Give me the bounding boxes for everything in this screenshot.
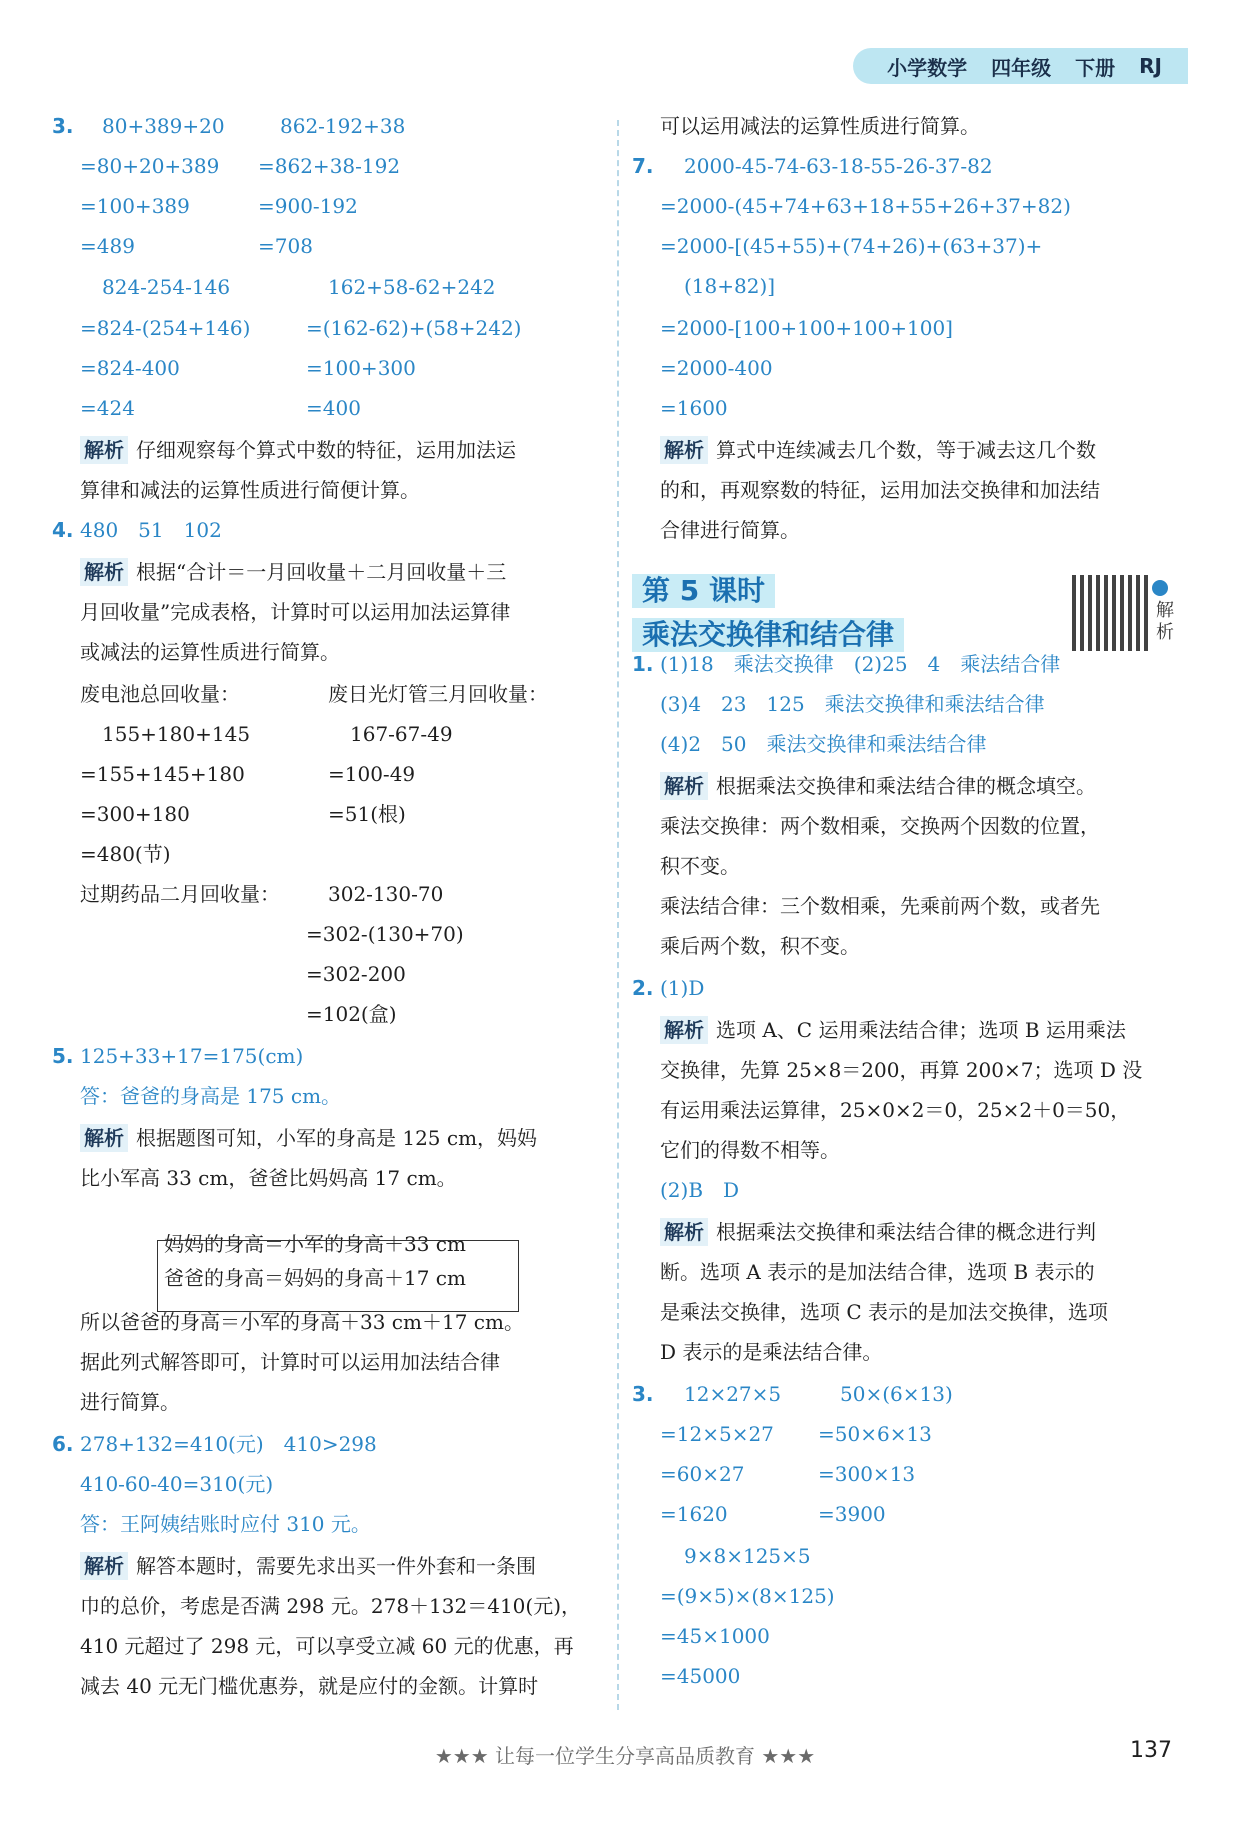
line-text: =489 xyxy=(80,234,135,258)
left-line xyxy=(102,273,230,301)
left-line xyxy=(306,960,406,988)
line-text: 废日光灯管三月回收量： xyxy=(328,682,548,706)
column-divider xyxy=(617,120,619,1710)
line-text: 4. xyxy=(52,518,74,542)
left-line xyxy=(80,1632,574,1660)
page-header xyxy=(853,48,1188,84)
line-text: 妈妈的身高＝小军的身高＋33 cm xyxy=(164,1232,466,1256)
left-line xyxy=(350,720,453,748)
line-text: =51(根) xyxy=(328,802,406,826)
left-line xyxy=(52,112,74,140)
right-line xyxy=(660,1096,1130,1124)
line-text: =824-(254+146) xyxy=(80,316,251,340)
left-line xyxy=(306,920,464,948)
qr-code-icon[interactable] xyxy=(1072,575,1148,651)
line-text: 仔细观察每个算式中数的特征，运用加法运 xyxy=(136,438,516,462)
right-line xyxy=(660,690,1045,718)
line-text: =424 xyxy=(80,396,135,420)
line-text: 162+58-62+242 xyxy=(328,275,496,299)
right-line xyxy=(660,1218,1096,1246)
left-line xyxy=(80,1308,524,1336)
left-line xyxy=(80,1164,457,1192)
right-line xyxy=(660,314,953,342)
line-text: 进行简算。 xyxy=(80,1390,180,1414)
line-text: 巾的总价，考虑是否满 298 元。278＋132＝410(元)， xyxy=(80,1594,582,1618)
left-line xyxy=(80,1348,500,1376)
line-text: 爸爸的身高＝妈妈的身高＋17 cm xyxy=(164,1266,466,1290)
right-line xyxy=(660,1176,739,1204)
left-line xyxy=(80,1430,377,1458)
line-text: 答：王阿姨结账时应付 310 元。 xyxy=(80,1512,371,1536)
left-line xyxy=(80,1552,536,1580)
left-line xyxy=(306,394,361,422)
line-text: D 表示的是乘法结合律。 xyxy=(660,1340,883,1364)
left-line xyxy=(80,840,171,868)
line-text: (4)2 50 乘法交换律和乘法结合律 xyxy=(660,732,987,756)
left-line xyxy=(80,394,135,422)
left-line xyxy=(102,112,225,140)
left-line xyxy=(80,516,222,544)
line-text: 所以爸爸的身高＝小军的身高＋33 cm＋17 cm。 xyxy=(80,1310,524,1334)
right-line xyxy=(632,650,654,678)
line-text: 根据题图可知，小军的身高是 125 cm，妈妈 xyxy=(136,1126,538,1150)
line-text: 根据乘法交换律和乘法结合律的概念填空。 xyxy=(716,774,1096,798)
line-text: 合律进行简算。 xyxy=(660,518,800,542)
right-line xyxy=(684,1542,811,1570)
line-text: =60×27 xyxy=(660,1462,745,1486)
left-line xyxy=(280,112,405,140)
page-number: 137 xyxy=(1130,1738,1172,1763)
line-text: 根据乘法交换律和乘法结合律的概念进行判 xyxy=(716,1220,1096,1244)
right-line xyxy=(660,1016,1126,1044)
left-line xyxy=(80,800,190,828)
right-line xyxy=(660,1056,1142,1084)
left-line xyxy=(80,598,510,626)
line-text: 的和，再观察数的特征，运用加法交换律和加法结 xyxy=(660,478,1100,502)
line-text: =(9×5)×(8×125) xyxy=(660,1584,835,1608)
left-line xyxy=(258,192,358,220)
left-line xyxy=(80,680,240,708)
play-icon xyxy=(1152,580,1168,596)
line-text: 480 51 102 xyxy=(80,518,222,542)
line-text: 乘后两个数，积不变。 xyxy=(660,934,860,958)
right-line xyxy=(684,152,993,180)
line-text: 选项 A、C 运用乘法结合律；选项 B 运用乘法 xyxy=(716,1018,1126,1042)
line-text: 算式中连续减去几个数，等于减去这几个数 xyxy=(716,438,1096,462)
line-text: 125+33+17=175(cm) xyxy=(80,1044,304,1068)
header-edition: RJ xyxy=(1139,54,1162,78)
line-text: =12×5×27 xyxy=(660,1422,774,1446)
line-text: =100+389 xyxy=(80,194,190,218)
line-text: =302-(130+70) xyxy=(306,922,464,946)
line-text: =155+145+180 xyxy=(80,762,245,786)
analysis-label: 解析 xyxy=(80,436,128,464)
line-text: =1620 xyxy=(660,1502,728,1526)
right-line xyxy=(660,436,1096,464)
left-line xyxy=(80,1592,581,1620)
line-text: =1600 xyxy=(660,396,728,420)
left-line xyxy=(80,1042,303,1070)
line-text: (1)D xyxy=(660,976,705,1000)
right-line xyxy=(818,1500,886,1528)
analysis-label: 解析 xyxy=(660,1016,708,1044)
line-text: 410 元超过了 298 元，可以享受立减 60 元的优惠，再 xyxy=(80,1634,574,1658)
right-line xyxy=(660,232,1042,260)
line-text: 过期药品二月回收量： xyxy=(80,882,280,906)
line-text: 据此列式解答即可，计算时可以运用加法结合律 xyxy=(80,1350,500,1374)
qr-label: 解析 xyxy=(1156,600,1174,643)
line-text: 2. xyxy=(632,976,654,1000)
left-line xyxy=(52,516,74,544)
left-line xyxy=(80,314,250,342)
line-text: 80+389+20 xyxy=(102,114,225,138)
line-text: =2000-(45+74+63+18+55+26+37+82) xyxy=(660,194,1071,218)
line-text: =400 xyxy=(306,396,361,420)
left-line xyxy=(80,1388,180,1416)
left-line xyxy=(328,880,443,908)
right-line xyxy=(660,476,1100,504)
line-text: 算律和减法的运算性质进行简便计算。 xyxy=(80,478,420,502)
left-line xyxy=(328,680,548,708)
line-text: 它们的得数不相等。 xyxy=(660,1138,840,1162)
left-line xyxy=(306,314,522,342)
line-text: =45000 xyxy=(660,1664,741,1688)
line-text: =102(盒) xyxy=(306,1002,397,1026)
line-text: =708 xyxy=(258,234,313,258)
line-text: 7. xyxy=(632,154,654,178)
line-text: 断。选项 A 表示的是加法结合律，选项 B 表示的 xyxy=(660,1260,1095,1284)
line-text: =480(节) xyxy=(80,842,171,866)
header-volume: 下册 xyxy=(1075,55,1116,80)
line-text: =3900 xyxy=(818,1502,886,1526)
line-text: =300+180 xyxy=(80,802,190,826)
line-text: 9×8×125×5 xyxy=(684,1544,811,1568)
line-text: 50×(6×13) xyxy=(840,1382,953,1406)
right-line xyxy=(660,772,1096,800)
line-text: 乘法交换律：两个数相乘，交换两个因数的位置， xyxy=(660,814,1100,838)
left-line xyxy=(102,720,250,748)
line-text: 月回收量”完成表格，计算时可以运用加法运算律 xyxy=(80,600,511,624)
line-text: 废电池总回收量： xyxy=(80,682,240,706)
left-line xyxy=(258,152,400,180)
right-line xyxy=(660,516,800,544)
header-grade: 四年级 xyxy=(991,55,1052,80)
line-text: =50×6×13 xyxy=(818,1422,932,1446)
line-text: 862-192+38 xyxy=(280,114,406,138)
footer-slogan: ★★★ 让每一位学生分享高品质教育 ★★★ xyxy=(434,1744,816,1768)
line-text: =(162-62)+(58+242) xyxy=(306,316,522,340)
lesson-number: 第 5 课时 xyxy=(632,574,775,608)
right-line xyxy=(660,112,980,140)
right-line xyxy=(660,730,987,758)
left-line xyxy=(52,1042,74,1070)
analysis-label: 解析 xyxy=(80,1552,128,1580)
right-line xyxy=(660,394,728,422)
lesson-title: 乘法交换律和结合律 xyxy=(632,618,904,652)
right-line xyxy=(818,1420,932,1448)
line-text: 824-254-146 xyxy=(102,275,231,299)
right-line xyxy=(632,1380,654,1408)
line-text: 302-130-70 xyxy=(328,882,444,906)
line-text: =2000-400 xyxy=(660,356,773,380)
left-line xyxy=(80,638,340,666)
line-text: 比小军高 33 cm，爸爸比妈妈高 17 cm。 xyxy=(80,1166,457,1190)
line-text: =100-49 xyxy=(328,762,416,786)
analysis-label: 解析 xyxy=(660,1218,708,1246)
line-text: 乘法结合律：三个数相乘，先乘前两个数，或者先 xyxy=(660,894,1100,918)
line-text: 可以运用减法的运算性质进行简算。 xyxy=(660,114,980,138)
line-text: 减去 40 元无门槛优惠券，就是应付的金额。计算时 xyxy=(80,1674,539,1698)
left-line xyxy=(80,1124,537,1152)
left-line xyxy=(328,760,415,788)
line-text: (2)B D xyxy=(660,1178,740,1202)
right-line xyxy=(660,1338,882,1366)
left-line xyxy=(80,1470,273,1498)
right-line xyxy=(632,974,654,1002)
relation-box xyxy=(157,1240,519,1312)
line-text: 或减法的运算性质进行简算。 xyxy=(80,640,340,664)
right-line xyxy=(660,1622,770,1650)
right-line xyxy=(684,1380,781,1408)
right-line xyxy=(660,1500,728,1528)
left-line xyxy=(258,232,313,260)
right-line xyxy=(660,192,1071,220)
right-line xyxy=(660,892,1100,920)
line-text: =300×13 xyxy=(818,1462,916,1486)
line-text: 2000-45-74-63-18-55-26-37-82 xyxy=(684,154,993,178)
right-line xyxy=(660,650,1060,678)
line-text: 278+132=410(元) 410>298 xyxy=(80,1432,377,1456)
left-line xyxy=(80,558,506,586)
left-line xyxy=(80,192,190,220)
right-line xyxy=(660,1582,835,1610)
line-text: 是乘法交换律，选项 C 表示的是加法交换律，选项 xyxy=(660,1300,1109,1324)
line-text: 答：爸爸的身高是 175 cm。 xyxy=(80,1084,342,1108)
left-line xyxy=(80,880,280,908)
left-line xyxy=(80,1510,371,1538)
left-line xyxy=(80,1082,341,1110)
left-line xyxy=(328,273,496,301)
line-text: (18+82)] xyxy=(684,274,776,298)
line-text: =824-400 xyxy=(80,356,180,380)
line-text: 解答本题时，需要先求出买一件外套和一条围 xyxy=(136,1554,536,1578)
line-text: 根据“合计＝一月回收量＋二月回收量＋三 xyxy=(136,560,507,584)
line-text: 3. xyxy=(52,114,74,138)
left-line xyxy=(80,436,516,464)
right-line xyxy=(632,152,654,180)
right-line xyxy=(660,852,740,880)
line-text: =900-192 xyxy=(258,194,358,218)
analysis-label: 解析 xyxy=(80,1124,128,1152)
line-text: =302-200 xyxy=(306,962,406,986)
right-line xyxy=(660,812,1100,840)
right-line xyxy=(660,354,773,382)
line-text: 交换律，先算 25×8＝200，再算 200×7；选项 D 没 xyxy=(660,1058,1143,1082)
line-text: =100+300 xyxy=(306,356,416,380)
right-line xyxy=(660,1662,740,1690)
right-line xyxy=(660,932,860,960)
right-line xyxy=(660,1298,1108,1326)
left-line xyxy=(306,354,416,382)
left-line xyxy=(80,232,135,260)
line-text: =2000-[100+100+100+100] xyxy=(660,316,953,340)
line-text: 积不变。 xyxy=(660,854,740,878)
right-line xyxy=(660,1420,774,1448)
analysis-label: 解析 xyxy=(80,558,128,586)
left-line xyxy=(80,354,180,382)
line-text: =2000-[(45+55)+(74+26)+(63+37)+ xyxy=(660,234,1043,258)
line-text: (3)4 23 125 乘法交换律和乘法结合律 xyxy=(660,692,1045,716)
right-line xyxy=(660,1258,1095,1286)
line-text: 1. xyxy=(632,652,654,676)
line-text: (1)18 乘法交换律 (2)25 4 乘法结合律 xyxy=(660,652,1061,676)
left-line xyxy=(80,152,219,180)
right-line xyxy=(660,1460,744,1488)
line-text: 167-67-49 xyxy=(350,722,453,746)
analysis-label: 解析 xyxy=(660,436,708,464)
line-text: 12×27×5 xyxy=(684,1382,782,1406)
line-text: =45×1000 xyxy=(660,1624,770,1648)
left-line xyxy=(306,1000,397,1028)
right-line xyxy=(660,1136,840,1164)
line-text: 有运用乘法运算律，25×0×2＝0，25×2＋0＝50， xyxy=(660,1098,1131,1122)
right-line xyxy=(660,974,704,1002)
line-text: 5. xyxy=(52,1044,74,1068)
left-line xyxy=(80,1672,538,1700)
line-text: 6. xyxy=(52,1432,74,1456)
analysis-label: 解析 xyxy=(660,772,708,800)
line-text: 155+180+145 xyxy=(102,722,251,746)
right-line xyxy=(684,272,775,300)
header-subject: 小学数学 xyxy=(887,55,968,80)
left-line xyxy=(328,800,406,828)
line-text: 410-60-40=310(元) xyxy=(80,1472,274,1496)
right-line xyxy=(840,1380,953,1408)
line-text: =862+38-192 xyxy=(258,154,401,178)
left-line xyxy=(80,476,420,504)
line-text: 3. xyxy=(632,1382,654,1406)
right-line xyxy=(818,1460,915,1488)
left-line xyxy=(80,760,245,788)
left-line xyxy=(52,1430,74,1458)
line-text: =80+20+389 xyxy=(80,154,220,178)
